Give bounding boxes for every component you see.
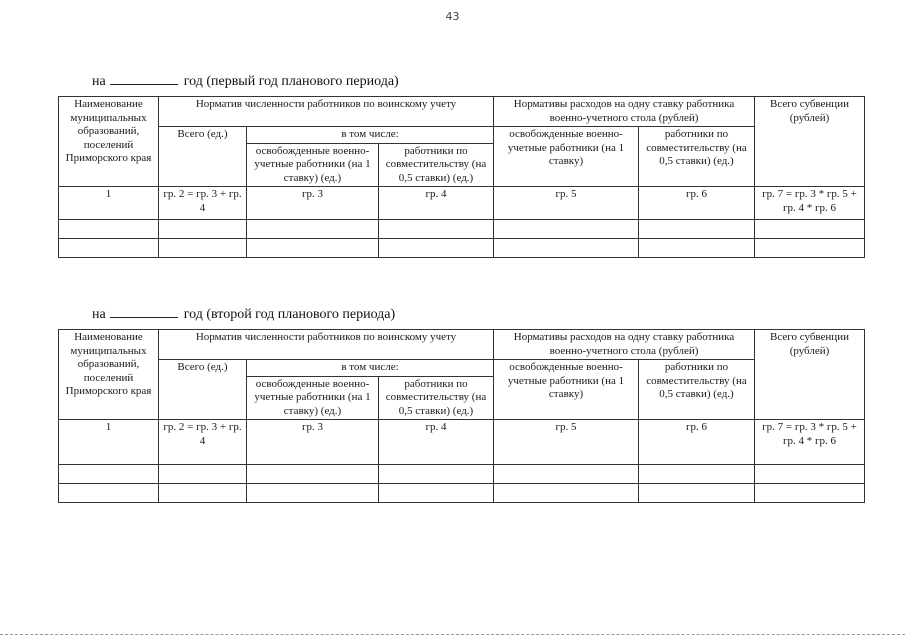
scan-edge-divider (0, 634, 905, 635)
heading-suffix: год (второй год планового периода) (183, 307, 396, 322)
col-total-units-header: Всего (ед.) (159, 360, 247, 420)
planning-table-1 (58, 96, 865, 258)
col-part-time-staff-header: работники по совместительству (на 0,5 ставки) (ед.) (379, 143, 494, 187)
col-total-subvention-header: Всего субвенции (рублей) (755, 330, 865, 420)
header-row (59, 330, 865, 360)
table-cell: гр. 7 = гр. 3 * гр. 5 + гр. 4 * гр. 6 (755, 187, 865, 220)
table-cell: гр. 3 (247, 420, 379, 465)
col-cost-norm-header: Нормативы расходов на одну ставку работника военно-учетного стола (рублей) (494, 97, 755, 127)
table-cell (247, 239, 379, 258)
table-cell (247, 220, 379, 239)
col-municipality-header: Наименование муниципальных образований, поселений Приморского края (59, 330, 159, 420)
table-cell (247, 465, 379, 484)
planning-table-2 (58, 329, 865, 503)
heading-prefix: на (92, 307, 106, 322)
table-cell (755, 465, 865, 484)
col-cost-full-rate-header: освобожденные военно-учетные работники (на 1 ставку) (494, 127, 639, 187)
table-cell: 1 (59, 420, 159, 465)
header-row (59, 127, 865, 144)
table-cell (755, 239, 865, 258)
col-total-units-header: Всего (ед.) (159, 127, 247, 187)
col-full-rate-staff-header: освобожденные военно-учетные работники (на 1 ставку) (ед.) (247, 143, 379, 187)
heading-suffix: год (первый год планового периода) (183, 74, 399, 89)
table-cell (159, 239, 247, 258)
col-including-header: в том числе: (247, 360, 494, 377)
table-cell: гр. 4 (379, 187, 494, 220)
table-row (59, 239, 865, 258)
col-total-subvention-header: Всего субвенции (рублей) (755, 97, 865, 187)
table-cell: гр. 6 (639, 187, 755, 220)
table-cell (755, 484, 865, 503)
table-cell (59, 465, 159, 484)
table-cell (159, 484, 247, 503)
table-cell (494, 465, 639, 484)
col-part-time-staff-header: работники по совместительству (на 0,5 ставки) (ед.) (379, 376, 494, 420)
table-cell (755, 220, 865, 239)
col-cost-norm-header: Нормативы расходов на одну ставку работника военно-учетного стола (рублей) (494, 330, 755, 360)
table-cell: гр. 3 (247, 187, 379, 220)
table-cell: гр. 6 (639, 420, 755, 465)
column-number-row (59, 420, 865, 465)
table-cell: гр. 7 = гр. 3 * гр. 5 + гр. 4 * гр. 6 (755, 420, 865, 465)
page-number: 43 (445, 10, 460, 23)
section-heading-1 (92, 72, 399, 90)
table-cell (639, 239, 755, 258)
col-cost-part-time-header: работники по совместительству (на 0,5 ставки) (ед.) (639, 360, 755, 420)
header-row (59, 360, 865, 377)
table-cell: 1 (59, 187, 159, 220)
table-row (59, 465, 865, 484)
table-cell (379, 239, 494, 258)
heading-prefix: на (92, 74, 106, 89)
section-heading-2 (92, 305, 395, 323)
table-cell (639, 465, 755, 484)
table-cell (247, 484, 379, 503)
table-cell (59, 239, 159, 258)
table-cell (159, 465, 247, 484)
table-cell: гр. 4 (379, 420, 494, 465)
table-cell (379, 220, 494, 239)
table-cell (494, 484, 639, 503)
table-cell: гр. 5 (494, 420, 639, 465)
year-blank-line (110, 305, 178, 318)
table-cell: гр. 2 = гр. 3 + гр. 4 (159, 187, 247, 220)
col-including-header: в том числе: (247, 127, 494, 144)
col-municipality-header: Наименование муниципальных образований, поселений Приморского края (59, 97, 159, 187)
table-row (59, 484, 865, 503)
table-cell: гр. 5 (494, 187, 639, 220)
table-cell (379, 484, 494, 503)
table-cell (639, 220, 755, 239)
table-cell (159, 220, 247, 239)
col-cost-part-time-header: работники по совместительству (на 0,5 ставки) (ед.) (639, 127, 755, 187)
table-cell (494, 220, 639, 239)
table-cell (379, 465, 494, 484)
col-staff-norm-header: Норматив численности работников по воинскому учету (159, 330, 494, 360)
table-row (59, 220, 865, 239)
table-cell (59, 484, 159, 503)
table-cell (59, 220, 159, 239)
table-cell: гр. 2 = гр. 3 + гр. 4 (159, 420, 247, 465)
table-cell (639, 484, 755, 503)
col-staff-norm-header: Норматив численности работников по воинскому учету (159, 97, 494, 127)
table-cell (494, 239, 639, 258)
column-number-row (59, 187, 865, 220)
col-cost-full-rate-header: освобожденные военно-учетные работники (на 1 ставку) (494, 360, 639, 420)
header-row (59, 97, 865, 127)
year-blank-line (110, 72, 178, 85)
col-full-rate-staff-header: освобожденные военно-учетные работники (на 1 ставку) (ед.) (247, 376, 379, 420)
